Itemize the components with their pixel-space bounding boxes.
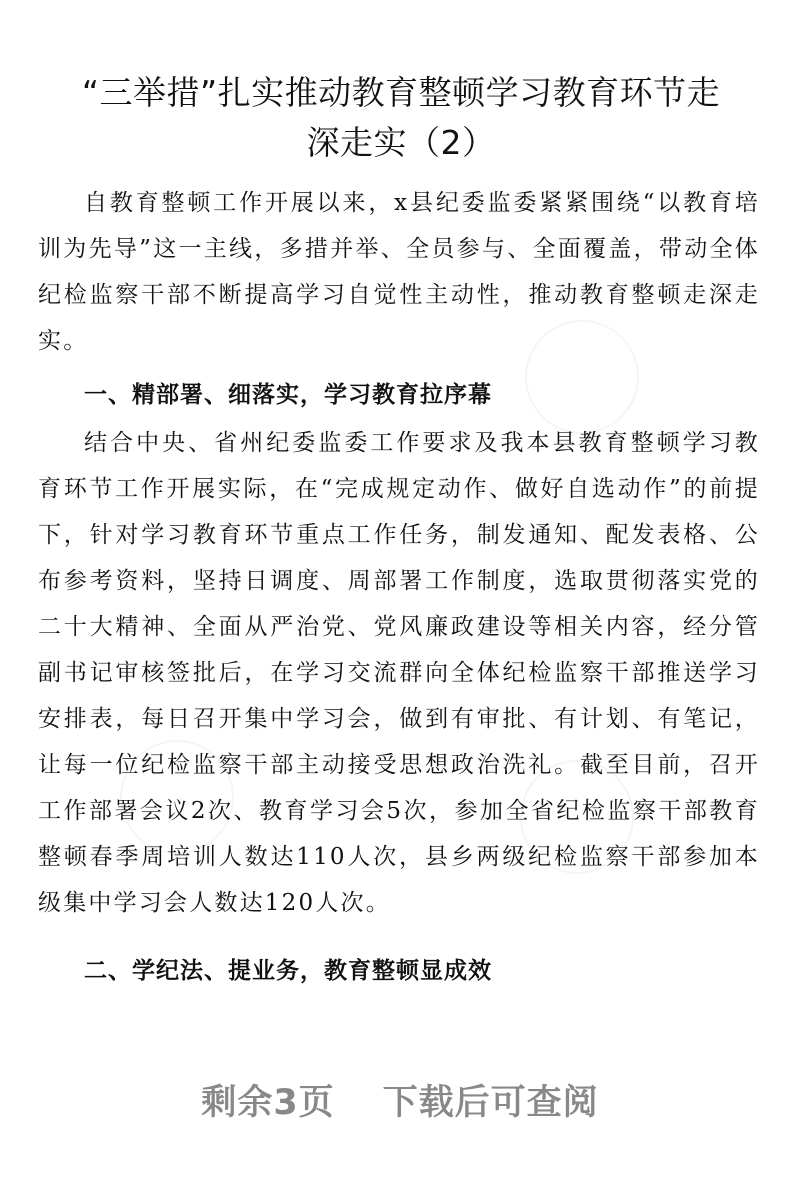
intro-paragraph: 自教育整顿工作开展以来，x县纪委监委紧紧围绕“以教育培训为先导”这一主线，多措并举、全员参与、全面覆盖，带动全体纪检监察干部不断提高学习自觉性主动性，推动教育整顿走深走实。 — [38, 190, 760, 354]
section-1-paragraph: 结合中央、省州纪委监委工作要求及我本县教育整顿学习教育环节工作开展实际，在“完成规定动作、做好自选动作”的前提下，针对学习教育环节重点工作任务，制发通知、配发表格、公布参考资料，坚持日调度、周部署工作制度，选取贯彻落实党的二十大精神、全面从严治党、党风廉政建设等相关内容，经分管副书记审核签批后，在学习交流群向全体纪检监察干部推送学习安排表，每日召开集中学习会，做到有审批、有计划、有笔记，让每一位纪检监察干部主动接受思想政治洗礼。截至目前，召开工作部署会议2次、教育学习会5次，参加全省纪检监察干部教育整顿春季周培训人数达110人次，县乡两级纪检监察干部参加本级集中学习会人数达120人次。 — [38, 430, 760, 916]
section-1-heading: 一、精部署、细落实，学习教育拉序幕 — [84, 382, 492, 408]
title-line-1: “三举措”扎实推动教育整顿学习教育环节走 — [81, 73, 721, 112]
title-line-2: 深走实（2） — [306, 123, 496, 162]
download-hint-label: 下载后可查阅 — [382, 1083, 599, 1123]
document-title — [26, 68, 776, 168]
remaining-pages-label: 剩余3页 — [201, 1083, 335, 1123]
download-banner[interactable] — [0, 1078, 800, 1128]
section-2-heading: 二、学纪法、提业务，教育整顿显成效 — [84, 958, 492, 984]
